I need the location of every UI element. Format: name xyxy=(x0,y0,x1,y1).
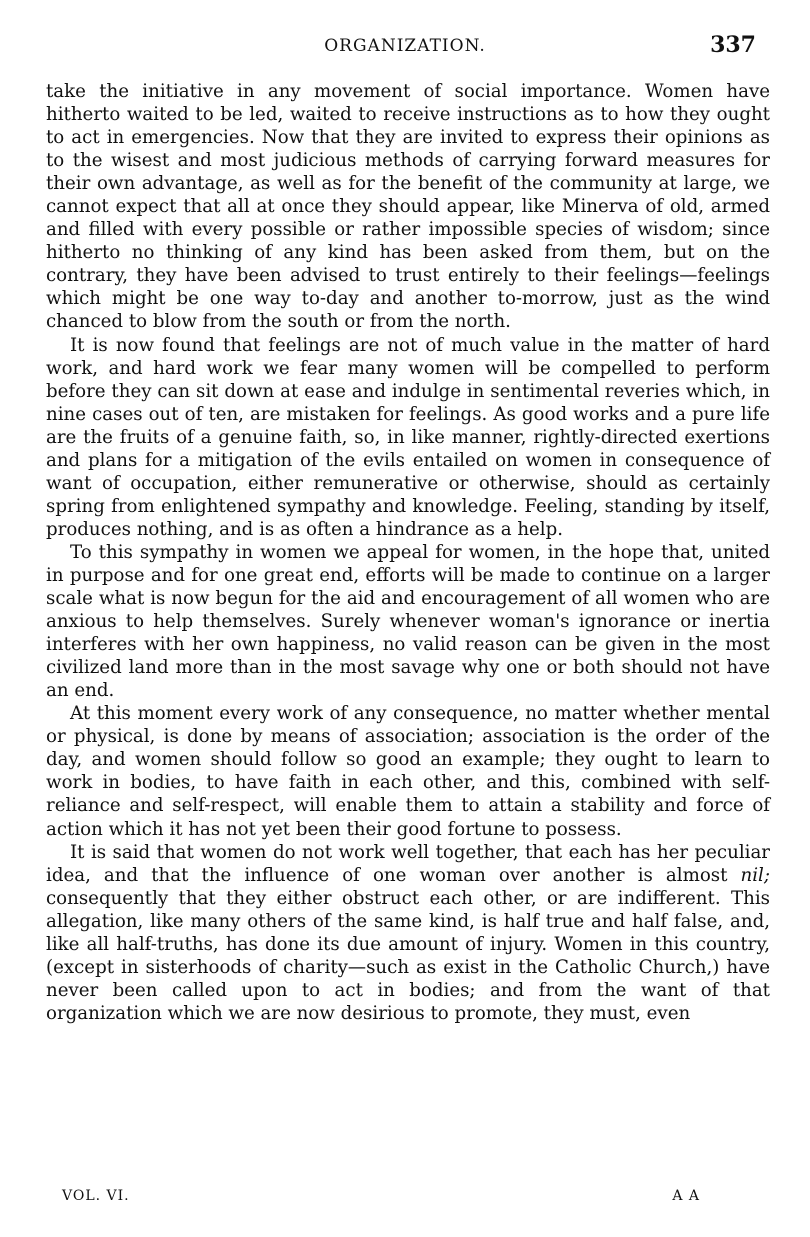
paragraph-5-part-1: It is said that women do not work well together, that each has her peculiar idea, and that the influence of one woman over another is almost xyxy=(46,841,770,886)
body-text xyxy=(46,80,770,1025)
paragraph-5-italic: nil; xyxy=(740,864,770,886)
signature-mark: A A xyxy=(672,1188,700,1204)
paragraph-2: It is now found that feelings are not of much value in the matter of hard work, and hard work we fear many women will be compelled to perform before they can sit down at ease and indulge in sentimental reveries which, in nine cases out of ten, are mistaken for feelings. As good works and a pure life are the fruits of a genuine faith, so, in like manner, rightly-directed exertions and plans for a mitigation of the evils entailed on women in consequence of want of occupation, either remunerative or otherwise, should as certainly spring from enlightened sympathy and knowledge. Feeling, standing by itself, produces nothing, and is as often a hindrance as a help. xyxy=(46,334,770,540)
paragraph-5-part-2: consequently that they either obstruct each other, or are indifferent. This allegation, like many others of the same kind, is half true and half false, and, like all half-truths, has done its due amount of injury. Women in this country, (except in sisterhoods of charity—such as exist in the Catholic Church,) have never been called upon to act in bodies; and from the want of that organization which we are now desirious to promote, they must, even xyxy=(46,887,770,1024)
running-title: ORGANIZATION. xyxy=(324,36,486,56)
running-header xyxy=(44,32,766,60)
page-number: 337 xyxy=(710,32,756,58)
page-footer xyxy=(62,1188,700,1212)
paragraph-1: take the initiative in any movement of social importance. Women have hitherto waited to be led, waited to receive instructions as to how they ought to act in emergencies. Now that they are invited to express their opinions as to the wisest and most judicious methods of carrying forward measures for their own advantage, as well as for the benefit of the community at large, we cannot expect that all at once they should appear, like Minerva of old, armed and filled with every possible or rather impossible species of wisdom; since hitherto no thinking of any kind has been asked from them, but on the contrary, they have been advised to trust entirely to their feelings—feelings which might be one way to-day and another to-morrow, just as the wind chanced to blow from the south or from the north. xyxy=(46,81,770,333)
paragraph-3: To this sympathy in women we appeal for women, in the hope that, united in purpose and for one great end, efforts will be made to continue on a larger scale what is now begun for the aid and encouragement of all women who are anxious to help themselves. Surely whenever woman's ignorance or inertia interferes with her own happiness, no valid reason can be given in the most civilized land more than in the most savage why one or both should not have an end. xyxy=(46,541,770,702)
paragraph-5 xyxy=(46,841,770,1025)
volume-mark: VOL. VI. xyxy=(62,1188,130,1204)
paragraph-4: At this moment every work of any consequence, no matter whether mental or physical, is done by means of association; association is the order of the day, and women should follow so good an example; they ought to learn to work in bodies, to have faith in each other, and this, combined with self-reliance and self-respect, will enable them to attain a stability and force of action which it has not yet been their good fortune to possess. xyxy=(46,703,770,840)
